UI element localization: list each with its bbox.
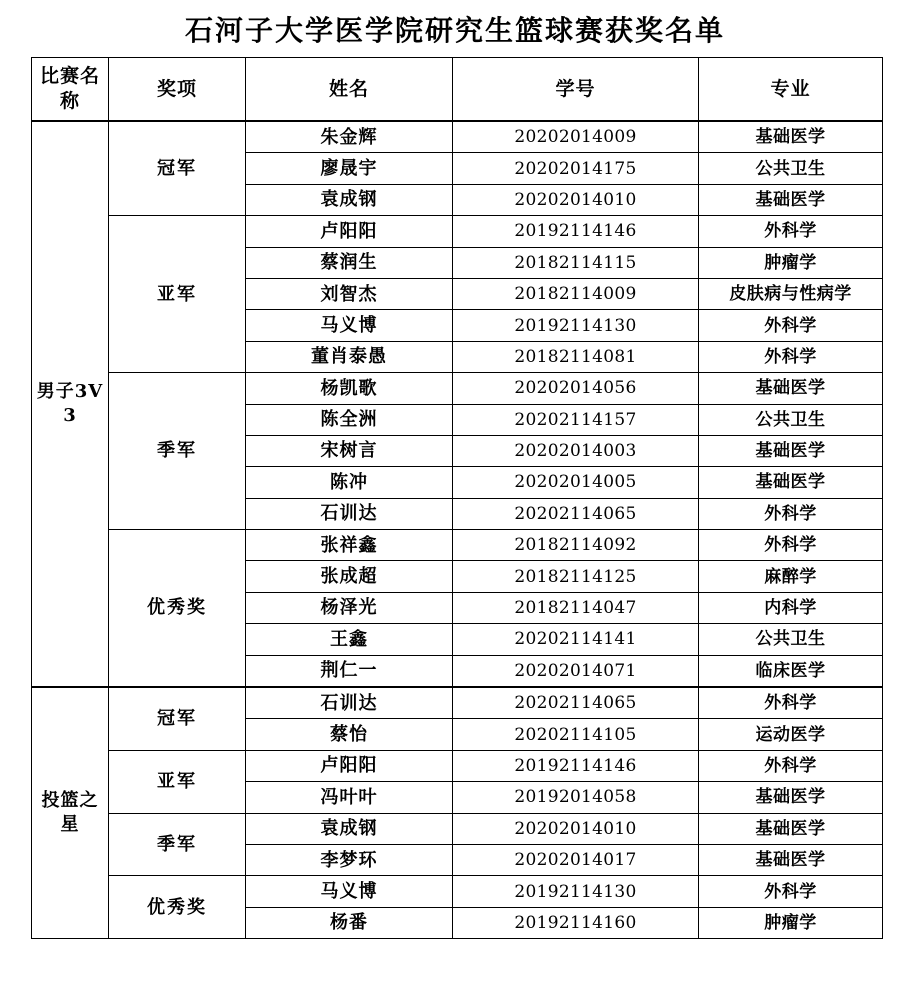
cell-student-id: 20182114009 — [453, 278, 699, 309]
cell-major: 基础医学 — [699, 782, 883, 813]
cell-award: 季军 — [109, 373, 246, 530]
cell-student-id: 20192114160 — [453, 907, 699, 938]
cell-student-id: 20202114141 — [453, 624, 699, 655]
cell-major: 外科学 — [699, 498, 883, 529]
table-row — [32, 813, 883, 844]
cell-major: 公共卫生 — [699, 404, 883, 435]
column-header-award: 奖项 — [109, 58, 246, 122]
cell-student-name: 马义博 — [246, 876, 453, 907]
cell-student-name: 马义博 — [246, 310, 453, 341]
cell-major: 外科学 — [699, 687, 883, 719]
cell-student-id: 20182114047 — [453, 592, 699, 623]
cell-student-id: 20192114146 — [453, 216, 699, 247]
cell-major: 外科学 — [699, 876, 883, 907]
cell-student-id: 20182114125 — [453, 561, 699, 592]
cell-major: 外科学 — [699, 530, 883, 561]
cell-student-name: 卢阳阳 — [246, 750, 453, 781]
cell-student-id: 20182114092 — [453, 530, 699, 561]
cell-student-id: 20192114146 — [453, 750, 699, 781]
cell-major: 基础医学 — [699, 813, 883, 844]
cell-student-id: 20192114130 — [453, 876, 699, 907]
cell-award: 亚军 — [109, 216, 246, 373]
cell-student-name: 朱金辉 — [246, 121, 453, 153]
table-header-row — [32, 58, 883, 122]
table-row — [32, 750, 883, 781]
cell-major: 公共卫生 — [699, 153, 883, 184]
cell-major: 外科学 — [699, 310, 883, 341]
cell-student-id: 20202014010 — [453, 184, 699, 215]
cell-student-id: 20182114115 — [453, 247, 699, 278]
cell-event-name: 投篮之星 — [32, 687, 109, 939]
cell-student-name: 石训达 — [246, 687, 453, 719]
cell-student-id: 20182114081 — [453, 341, 699, 372]
column-header-student-id: 学号 — [453, 58, 699, 122]
cell-award: 亚军 — [109, 750, 246, 813]
cell-student-name: 王鑫 — [246, 624, 453, 655]
cell-major: 基础医学 — [699, 121, 883, 153]
table-row — [32, 687, 883, 719]
cell-major: 肿瘤学 — [699, 247, 883, 278]
cell-student-id: 20202014071 — [453, 655, 699, 687]
cell-student-id: 20202014005 — [453, 467, 699, 498]
award-list-table — [31, 57, 883, 939]
cell-student-name: 张祥鑫 — [246, 530, 453, 561]
cell-student-name: 袁成钢 — [246, 813, 453, 844]
cell-student-id: 20202014175 — [453, 153, 699, 184]
cell-award: 冠军 — [109, 121, 246, 216]
cell-student-name: 陈冲 — [246, 467, 453, 498]
cell-major: 肿瘤学 — [699, 907, 883, 938]
cell-major: 运动医学 — [699, 719, 883, 750]
cell-award: 冠军 — [109, 687, 246, 750]
table-row — [32, 121, 883, 153]
cell-major: 基础医学 — [699, 467, 883, 498]
cell-award: 优秀奖 — [109, 876, 246, 939]
cell-student-id: 20202114065 — [453, 687, 699, 719]
cell-event-name: 男子3V3 — [32, 121, 109, 687]
cell-award: 季军 — [109, 813, 246, 876]
cell-student-name: 廖晟宇 — [246, 153, 453, 184]
cell-major: 麻醉学 — [699, 561, 883, 592]
table-row — [32, 876, 883, 907]
cell-student-name: 杨番 — [246, 907, 453, 938]
cell-student-id: 20202014003 — [453, 435, 699, 466]
cell-student-name: 刘智杰 — [246, 278, 453, 309]
cell-student-name: 蔡怡 — [246, 719, 453, 750]
column-header-major: 专业 — [699, 58, 883, 122]
page-title: 石河子大学医学院研究生篮球赛获奖名单 — [184, 14, 725, 47]
cell-major: 外科学 — [699, 341, 883, 372]
cell-major: 公共卫生 — [699, 624, 883, 655]
cell-student-id: 20202014009 — [453, 121, 699, 153]
cell-student-name: 卢阳阳 — [246, 216, 453, 247]
column-header-name: 姓名 — [246, 58, 453, 122]
cell-student-name: 杨凯歌 — [246, 373, 453, 404]
cell-student-name: 宋树言 — [246, 435, 453, 466]
cell-student-name: 石训达 — [246, 498, 453, 529]
cell-student-id: 20202014056 — [453, 373, 699, 404]
cell-student-name: 李梦环 — [246, 844, 453, 875]
cell-student-name: 蔡润生 — [246, 247, 453, 278]
table-body — [32, 58, 883, 939]
cell-student-id: 20202114065 — [453, 498, 699, 529]
cell-student-name: 陈全洲 — [246, 404, 453, 435]
cell-student-name: 冯叶叶 — [246, 782, 453, 813]
cell-major: 基础医学 — [699, 184, 883, 215]
cell-student-name: 杨泽光 — [246, 592, 453, 623]
cell-major: 皮肤病与性病学 — [699, 278, 883, 309]
cell-student-id: 20202014010 — [453, 813, 699, 844]
cell-student-name: 荆仁一 — [246, 655, 453, 687]
cell-student-id: 20202114105 — [453, 719, 699, 750]
cell-major: 内科学 — [699, 592, 883, 623]
cell-student-name: 张成超 — [246, 561, 453, 592]
column-header-event: 比赛名称 — [32, 58, 109, 122]
table-row — [32, 373, 883, 404]
cell-major: 基础医学 — [699, 435, 883, 466]
cell-student-id: 20202114157 — [453, 404, 699, 435]
cell-major: 基础医学 — [699, 373, 883, 404]
cell-major: 临床医学 — [699, 655, 883, 687]
cell-student-id: 20192114130 — [453, 310, 699, 341]
table-row — [32, 530, 883, 561]
cell-student-name: 袁成钢 — [246, 184, 453, 215]
cell-award: 优秀奖 — [109, 530, 246, 687]
cell-student-id: 20202014017 — [453, 844, 699, 875]
cell-major: 外科学 — [699, 216, 883, 247]
cell-major: 外科学 — [699, 750, 883, 781]
cell-major: 基础医学 — [699, 844, 883, 875]
table-row — [32, 216, 883, 247]
cell-student-id: 20192014058 — [453, 782, 699, 813]
cell-student-name: 董肖泰愚 — [246, 341, 453, 372]
